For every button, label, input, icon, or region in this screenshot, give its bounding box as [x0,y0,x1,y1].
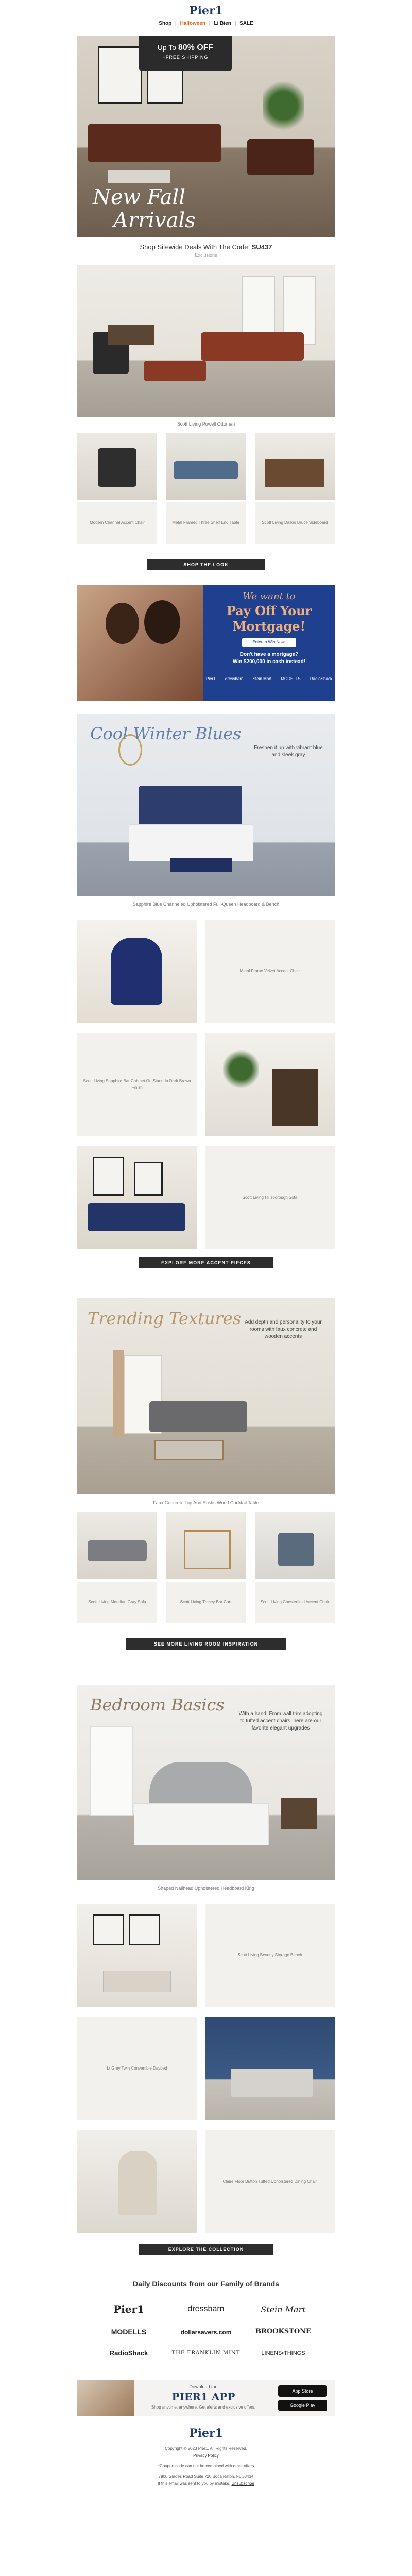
ad-person-shape [144,600,180,644]
badge-free-shipping: +FREE SHIPPING [162,55,209,60]
card-label: Scott Living Beverly Storage Bench [237,1953,302,1957]
brand-linens-things[interactable]: LINENS•THINGS [261,2350,305,2357]
ad-cta-button[interactable]: Enter to Win Now! [242,638,296,647]
textures-sofa [149,1401,247,1432]
winter-script-title: Cool Winter Blues [90,724,242,743]
footer-coupon-note: *Coupon code can not be combined with other offers [158,2464,254,2468]
winter-caption: Sapphire Blue Channeled Upholstered Full-Queen Headboard & Bench [132,902,280,907]
bedroom-art-frame [129,1914,160,1945]
promo-code: SU437 [251,243,272,251]
textures-table [154,1440,224,1460]
living-caption: Scott Living Powell Ottoman [177,421,235,427]
family-title: Daily Discounts from our Family of Brands [133,2280,279,2288]
app-title: PIER1 APP [171,2391,235,2403]
textures-thumb-cart[interactable] [166,1512,246,1579]
hero-promo-badge[interactable] [139,36,232,71]
ad-headline-2: Pay Off Your [226,603,312,618]
nav-separator: | [234,21,236,26]
ad-headline-1: We want to [243,591,296,602]
hero-coffee-table [108,170,170,183]
bedroom-daybed-shape [231,2069,313,2097]
textures-card-3[interactable] [255,1582,335,1623]
promo-code-text: Shop Sitewide Deals With The Code: [140,243,250,251]
card-label: Scott Living Chesterfield Accent Chair [260,1600,330,1604]
winter-bed [129,824,253,861]
card-label: Modern Channel Accent Chair [90,520,145,525]
bedroom-caption: Shaped Nailhead Upholstered Headboard King [158,1886,254,1891]
thumb-cart-shape [184,1530,231,1569]
brand-pier1[interactable]: Pier1 [113,2303,144,2315]
brand-radioshack[interactable]: RadioShack [109,2349,148,2357]
living-card-1[interactable] [77,502,157,544]
winter-thumb-cabinet[interactable] [205,1033,335,1136]
bedroom-bed [134,1803,269,1845]
mortgage-ad[interactable] [77,585,335,701]
living-sideboard [108,325,154,345]
hero-plant [263,77,304,134]
card-label: Scott Living Sapphire Bar Cabinet On Stand In Dark Brown Finish [83,1079,191,1090]
thumb-sofa-shape [174,461,238,479]
hero-image[interactable] [77,36,335,237]
living-card-3[interactable] [255,502,335,544]
email-body [77,0,335,2576]
nav-li-bien[interactable]: Li Bien [214,21,231,26]
footer-address: 7900 Glades Road Suite 720 Boca Raton, FL 33434 [158,2474,254,2479]
bedroom-image[interactable] [77,1685,335,1880]
living-room-image[interactable] [77,265,335,417]
footer-unsub-text: If this email was sent to you by mistake, [158,2481,231,2486]
card-label: Claire Floor Button Tufted Upholstered Dining Chair [222,2179,317,2184]
living-room-inspiration-button[interactable]: SEE MORE LIVING ROOM INSPIRATION [126,1638,286,1650]
app-banner[interactable] [77,2380,335,2416]
winter-item-1[interactable] [205,920,335,1023]
bedroom-blurb: With a hand! From wall trim adopting to tufted accent chairs, here are our favorite elegant upgrades [238,1711,323,1731]
winter-art-frame [134,1162,163,1196]
winter-cabinet-shape [272,1069,318,1126]
card-label: Lt Grey Twin Convertible Daybed [107,2066,167,2071]
textures-thumb-sofa[interactable] [77,1512,157,1579]
textures-thumb-chair[interactable] [255,1512,335,1579]
ad-sub-1: Don't have a mortgage? [239,652,299,657]
ad-couple-photo [77,585,203,701]
winter-item-2[interactable] [77,1033,197,1136]
living-ottoman [144,361,206,381]
app-photo [77,2380,134,2416]
shop-the-look-button[interactable]: SHOP THE LOOK [147,559,265,570]
hero-art-frame [98,46,142,104]
product-thumb-end-table[interactable] [166,433,246,500]
winter-item-3[interactable] [205,1146,335,1249]
bedroom-chair-shape [118,2151,157,2215]
card-label: Scott Living Hillsborough Sofa [242,1195,298,1200]
bedroom-item-2[interactable] [77,2017,197,2120]
thumb-sideboard-shape [265,459,324,487]
app-pre: Download the [189,2384,218,2389]
bedroom-thumb-daybed[interactable] [205,2017,335,2120]
promo-exclusions[interactable]: Exclusions [195,252,217,258]
bedroom-thumb-chair[interactable] [77,2130,197,2233]
bedroom-script-title: Bedroom Basics [90,1695,225,1715]
winter-blurb: Freshen it up with vibrant blue and sleek gray [254,745,323,758]
badge-percent: 80% OFF [178,43,214,52]
google-play-button[interactable]: Google Play [278,2400,327,2411]
brand-dollarsavers[interactable]: dollarsavers.com [180,2329,232,2336]
winter-art-frame [93,1157,124,1196]
hero-script-title-2: Arrivals [113,209,196,232]
winter-thumb-sofa[interactable] [77,1146,197,1249]
nav-separator: | [175,21,177,26]
brand-franklin-mint[interactable]: THE FRANKLIN MINT [171,2350,241,2356]
explore-collection-button[interactable]: EXPLORE THE COLLECTION [139,2244,273,2255]
card-label: Metal Frame Velvet Accent Chair [239,969,300,973]
product-thumb-sideboard[interactable] [255,433,335,500]
product-thumb-chair[interactable] [77,433,157,500]
living-sofa [201,332,304,361]
nav-sale[interactable]: SALE [239,21,253,26]
bedroom-art-frame [93,1914,124,1945]
textures-script-title: Trending Textures [88,1309,242,1328]
badge-up-to: Up To [157,43,176,52]
app-store-button[interactable]: App Store [278,2385,327,2397]
bedroom-nightstand [281,1798,317,1829]
bedroom-headboard [149,1762,252,1808]
ad-sub-2: Win $200,000 in cash instead! [232,659,306,665]
ad-partner: RadioShack [310,676,332,681]
brand-modells[interactable]: MODELLS [111,2328,147,2336]
textures-blurb: Add depth and personality to your rooms with faux concrete and wooden accents [245,1319,322,1340]
thumb-sofa-shape [88,1540,147,1561]
ad-partner: Stein Mart [252,676,272,681]
footer-unsub-link[interactable]: Unsubscribe [231,2481,254,2486]
winter-blues-image[interactable] [77,714,335,896]
brand-logo[interactable]: Pier1 [189,4,223,18]
living-card-2[interactable] [166,502,246,544]
ad-partner: MODELLS [281,676,301,681]
brand-stein-mart[interactable]: Stein Mart [261,2304,306,2314]
nav-halloween[interactable]: Halloween [180,21,206,26]
card-label: Scott Living Tracey Bar Cart [180,1600,232,1604]
winter-chair-shape [111,938,162,1005]
ad-headline-3: Mortgage! [232,619,306,634]
top-nav [77,21,335,26]
card-label: Metal Framed Three Shelf End Table [172,520,239,525]
app-sub: Shop anytime, anywhere. Get alerts and exclusive offers. [151,2405,256,2410]
bedroom-bench-shape [103,1971,171,1992]
ad-partner: dressbarn [225,676,244,681]
brand-brookstone[interactable]: BROOKSTONE [255,2328,311,2335]
nav-shop[interactable]: Shop [159,21,172,26]
winter-sofa-shape [88,1203,185,1231]
thumb-chair-shape [278,1533,314,1566]
card-label: Scott Living Meridian Gray Sofa [88,1600,146,1604]
bedroom-item-1[interactable] [205,1904,335,2007]
explore-accent-button[interactable]: EXPLORE MORE ACCENT PIECES [139,1257,273,1268]
nav-separator: | [209,21,211,26]
card-label: Scott Living Dallon Bruce Sideboard [262,520,328,525]
footer-privacy-link[interactable]: Privacy Policy [193,2453,219,2458]
textures-caption: Faux Concrete Top And Rustic Wood Cocktail Table [153,1500,259,1505]
textures-image[interactable] [77,1298,335,1494]
ad-person-shape [106,603,139,644]
thumb-chair-shape [98,448,136,487]
bedroom-window [90,1726,133,1816]
textures-card-2[interactable] [166,1582,246,1623]
footer-logo[interactable]: Pier1 [189,2427,223,2440]
brand-dressbarn[interactable]: dressbarn [187,2304,225,2313]
hero-sofa [88,124,221,162]
footer-copyright: Copyright © 2023 Pier1. All Rights Reserved. [165,2446,247,2451]
bedroom-item-3[interactable] [205,2130,335,2233]
footer-unsub-line [77,2481,335,2486]
winter-thumb-chair[interactable] [77,920,197,1023]
promo-code-line [77,243,335,251]
textures-curtain [113,1350,124,1437]
ad-partner: Pier1 [206,676,216,681]
textures-card-1[interactable] [77,1582,157,1623]
hero-chair [247,139,314,175]
winter-plant-shape [223,1048,259,1090]
winter-bench [170,858,232,872]
bedroom-thumb-bench[interactable] [77,1904,197,2007]
hero-script-title-1: New Fall [93,185,186,209]
ad-partner-row [206,676,332,681]
